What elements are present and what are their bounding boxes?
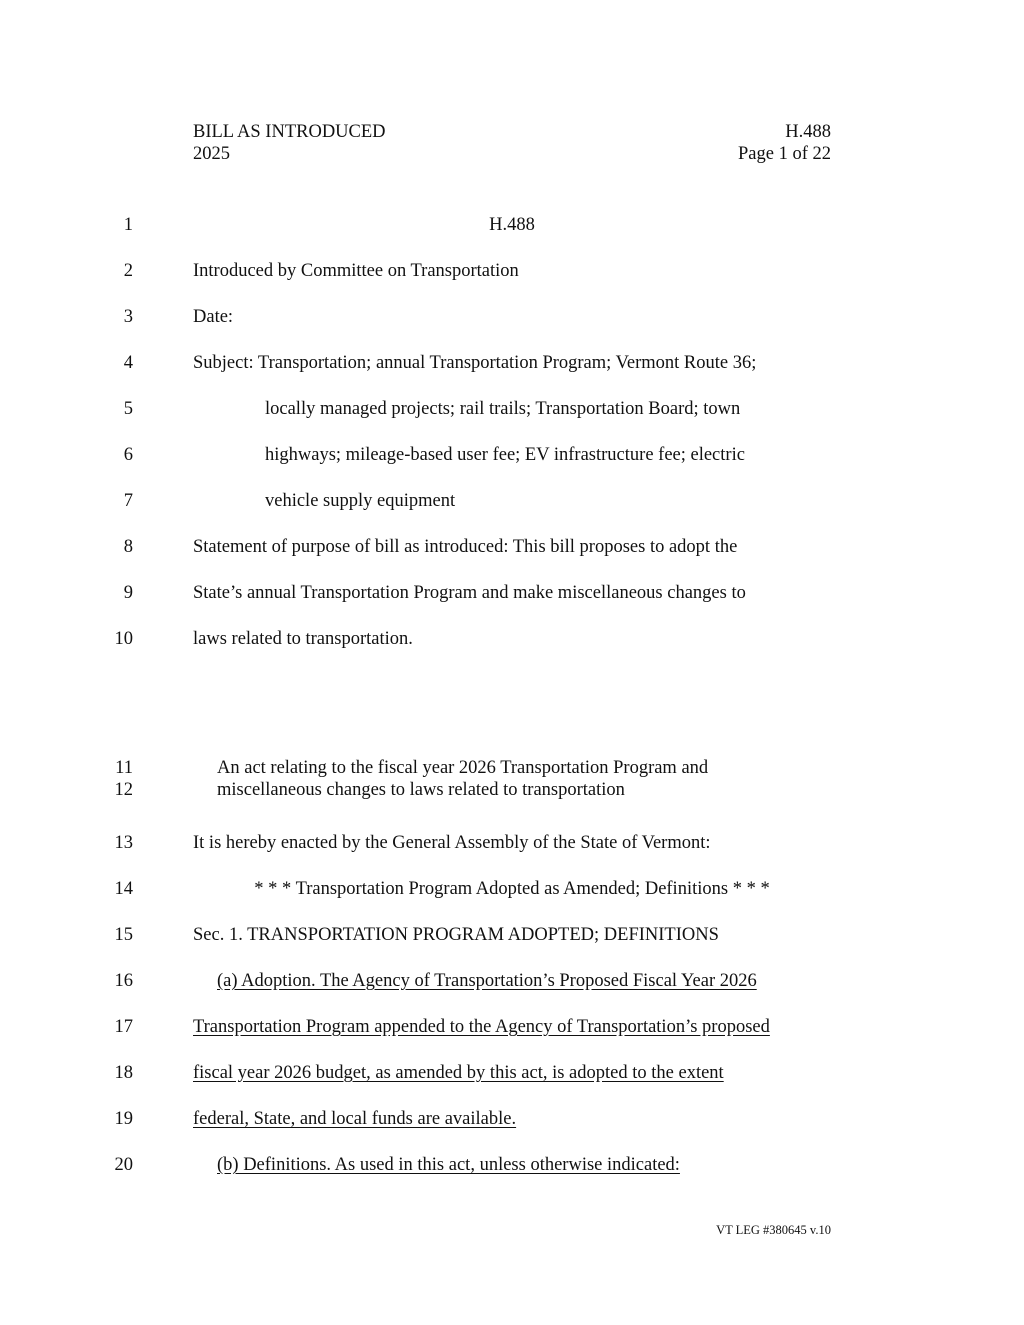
introduced-by: Introduced by Committee on Transportation (193, 261, 519, 281)
line-17 (0, 1014, 1024, 1040)
line-number: 5 (123, 399, 133, 419)
line-20 (0, 1152, 1024, 1178)
line-16 (0, 968, 1024, 994)
line-18 (0, 1060, 1024, 1086)
header-year: 2025 (193, 144, 230, 164)
line-number: 3 (123, 307, 133, 327)
section-divider-heading: * * * Transportation Program Adopted as Amended; Definitions * * * (254, 879, 770, 899)
section-text-added: fiscal year 2026 budget, as amended by this act, is adopted to the extent (193, 1063, 724, 1083)
line-6 (0, 442, 1024, 468)
line-11 (0, 757, 1024, 779)
line-15 (0, 922, 1024, 948)
line-number: 20 (114, 1155, 133, 1175)
line-number: 9 (123, 583, 133, 603)
line-number: 16 (114, 971, 133, 991)
line-number: 8 (123, 537, 133, 557)
section-text-added: (b) Definitions. As used in this act, unless otherwise indicated: (217, 1155, 680, 1175)
line-9 (0, 580, 1024, 606)
line-7 (0, 488, 1024, 514)
statement-of-purpose: laws related to transportation. (193, 629, 413, 649)
line-5 (0, 396, 1024, 422)
line-number: 17 (114, 1017, 133, 1037)
line-10 (0, 626, 1024, 652)
subject-text: vehicle supply equipment (265, 491, 456, 511)
document-id-footer: VT LEG #380645 v.10 (716, 1223, 831, 1237)
line-3 (0, 304, 1024, 330)
line-number: 11 (115, 758, 133, 778)
line-number: 2 (123, 261, 133, 281)
header-bill-status: BILL AS INTRODUCED (193, 122, 386, 142)
subject-text: Subject: Transportation; annual Transportation Program; Vermont Route 36; (193, 353, 757, 373)
line-number: 13 (114, 833, 133, 853)
line-number: 12 (114, 780, 133, 800)
bill-title: H.488 (489, 215, 535, 235)
statement-of-purpose: State’s annual Transportation Program and make miscellaneous changes to (193, 583, 746, 603)
section-heading: Sec. 1. TRANSPORTATION PROGRAM ADOPTED; DEFINITIONS (193, 925, 719, 945)
section-text-added: Transportation Program appended to the Agency of Transportation’s proposed (193, 1017, 770, 1037)
header-left (193, 121, 386, 165)
line-19 (0, 1106, 1024, 1132)
line-number: 15 (114, 925, 133, 945)
line-number: 4 (123, 353, 133, 373)
enacting-clause: It is hereby enacted by the General Assembly of the State of Vermont: (193, 833, 711, 853)
line-1 (0, 212, 1024, 238)
line-number: 18 (114, 1063, 133, 1083)
line-number: 10 (114, 629, 133, 649)
line-number: 6 (123, 445, 133, 465)
line-13 (0, 830, 1024, 856)
line-12 (0, 779, 1024, 801)
line-4 (0, 350, 1024, 376)
statement-of-purpose: Statement of purpose of bill as introduced: This bill proposes to adopt the (193, 537, 738, 557)
section-text-added: (a) Adoption. The Agency of Transportation’s Proposed Fiscal Year 2026 (217, 971, 757, 991)
line-number: 14 (114, 879, 133, 899)
subject-text: locally managed projects; rail trails; Transportation Board; town (265, 399, 741, 419)
subject-text: highways; mileage-based user fee; EV infrastructure fee; electric (265, 445, 745, 465)
section-text-added: federal, State, and local funds are available. (193, 1109, 517, 1129)
act-title-text: An act relating to the fiscal year 2026 Transportation Program and (217, 758, 709, 778)
line-number: 19 (114, 1109, 133, 1129)
header-bill-number: H.488 (785, 122, 831, 142)
line-14 (0, 876, 1024, 902)
line-8 (0, 534, 1024, 560)
line-2 (0, 258, 1024, 284)
date-label: Date: (193, 307, 234, 327)
header-page-number: Page 1 of 22 (738, 144, 831, 164)
line-number: 1 (123, 215, 133, 235)
act-title-text: miscellaneous changes to laws related to transportation (217, 780, 625, 800)
header-right (738, 121, 831, 165)
line-number: 7 (123, 491, 133, 511)
